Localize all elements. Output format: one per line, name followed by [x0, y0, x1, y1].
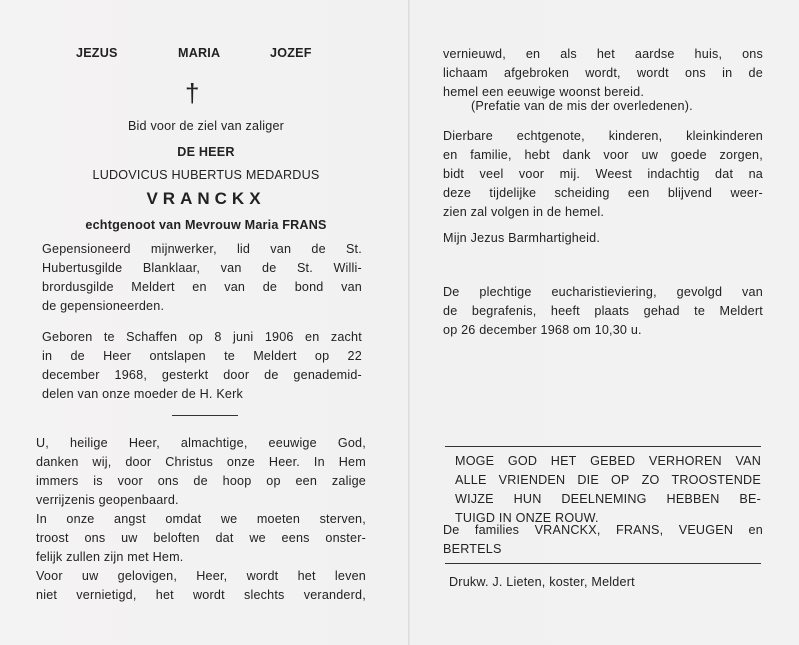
word: van — [341, 280, 362, 294]
header-name-jozef: JOZEF — [270, 46, 312, 60]
word: brordusgilde — [42, 280, 114, 294]
word: mijnwerker, — [150, 242, 217, 256]
continuation-line — [443, 64, 763, 83]
word: het — [297, 569, 316, 583]
word: gesterkt — [161, 368, 209, 382]
word: genademid- — [293, 368, 362, 382]
word: eeuwige — [268, 436, 317, 450]
word: Christus — [165, 455, 214, 469]
word: In — [36, 512, 47, 526]
family-message — [443, 127, 763, 222]
word: hebt — [524, 148, 550, 162]
word: Heer — [103, 349, 132, 363]
word: de — [193, 474, 208, 488]
word: gelovigen, — [117, 569, 178, 583]
thanks-top-rule — [445, 446, 761, 447]
preface-prayer — [36, 434, 366, 605]
word: In — [313, 455, 325, 469]
word: ons — [157, 474, 179, 488]
word: angst — [114, 512, 146, 526]
word: weer- — [730, 186, 763, 200]
word: heilige — [70, 436, 108, 450]
word: Willi- — [333, 261, 362, 275]
prayer-intro: Bid voor de ziel van zaliger — [127, 119, 285, 133]
word: veel — [479, 167, 504, 181]
printer-credit: Drukw. J. Lieten, koster, Meldert — [449, 575, 635, 589]
word: moeten — [256, 512, 301, 526]
word: in — [722, 66, 733, 80]
word: wordt — [246, 569, 279, 583]
prayer-line — [36, 529, 366, 548]
word: de — [262, 280, 278, 294]
word: en — [305, 330, 320, 344]
word: de — [70, 349, 85, 363]
word: ons — [84, 531, 106, 545]
word: echtgenote, — [516, 129, 585, 143]
families-signature — [443, 521, 763, 559]
word: almachtige, — [180, 436, 248, 450]
prayer-line — [36, 586, 366, 605]
word: voor — [518, 167, 545, 181]
word: GOD — [507, 454, 538, 468]
prayer-line: verrijzenis geopenbaard. — [36, 493, 179, 507]
word: Dierbare — [443, 129, 493, 143]
families-line — [443, 521, 763, 540]
word: van — [224, 280, 246, 294]
thanks-line — [455, 490, 761, 509]
family-line — [443, 165, 763, 184]
word: dank — [562, 148, 591, 162]
word: families — [474, 523, 520, 537]
word: Voor — [36, 569, 63, 583]
bio-line-4: de gepensioneerden. — [42, 299, 165, 313]
birth-death — [42, 328, 362, 404]
word: onze — [66, 512, 95, 526]
word: van — [220, 261, 242, 275]
word: wordt — [636, 66, 669, 80]
word: goede — [670, 148, 707, 162]
word: onze — [226, 455, 256, 469]
word: bidt — [443, 167, 465, 181]
word: sterven, — [319, 512, 366, 526]
word: plaats — [594, 304, 630, 318]
prayer-line — [36, 434, 366, 453]
word: zorgen, — [719, 148, 763, 162]
word: U, — [36, 436, 49, 450]
word: we — [220, 512, 238, 526]
word: familie, — [470, 148, 512, 162]
word: DEELNEMING — [561, 492, 647, 506]
thanks-line: TUIGD IN ONZE ROUW. — [455, 511, 599, 525]
word: lichaam — [443, 66, 488, 80]
word: op — [314, 349, 330, 363]
word: FRANS, — [615, 523, 664, 537]
word: voor — [117, 474, 143, 488]
cross-icon: † — [185, 78, 200, 108]
word: BE- — [739, 492, 761, 506]
continuation-line — [443, 45, 763, 64]
word: te — [103, 330, 115, 344]
prayer-line — [36, 453, 366, 472]
word: en — [748, 523, 763, 537]
word: vernietigd, — [76, 588, 137, 602]
birth-line-3 — [42, 366, 362, 385]
word: wordt — [193, 588, 225, 602]
word: uw — [81, 569, 99, 583]
birth-line-1 — [42, 328, 362, 347]
word: ontslapen — [149, 349, 206, 363]
word: 22 — [347, 349, 362, 363]
word: ons — [685, 66, 706, 80]
word: eucharistieviering, — [551, 285, 657, 299]
preface-source: (Prefatie van de mis der overledenen). — [471, 99, 693, 113]
word: huis, — [694, 47, 723, 61]
word: Heer. — [268, 455, 301, 469]
word: we — [249, 531, 266, 545]
word: beloften — [153, 531, 200, 545]
word: te — [224, 349, 235, 363]
word: deze — [443, 186, 472, 200]
word: HET — [550, 454, 577, 468]
word: DIE — [577, 473, 599, 487]
word: Hubertusgilde — [42, 261, 123, 275]
divider — [172, 415, 238, 416]
word: dat — [215, 531, 234, 545]
funeral-notice — [443, 283, 763, 340]
word: leven — [334, 569, 366, 583]
word: een — [627, 186, 650, 200]
word: de — [311, 242, 326, 256]
word: heeft — [550, 304, 580, 318]
word: ZO — [641, 473, 660, 487]
bio-line-2 — [42, 259, 362, 278]
word: dat — [715, 167, 734, 181]
spouse-line: echtgenoot van Mevrouw Maria FRANS — [85, 218, 327, 232]
funeral-line — [443, 302, 763, 321]
word: scheiding — [554, 186, 610, 200]
word: blijvend — [667, 186, 713, 200]
word: na — [748, 167, 763, 181]
thanks-message — [455, 452, 761, 528]
word: Meldert — [253, 349, 297, 363]
word: een — [295, 474, 318, 488]
word: slechts — [243, 588, 285, 602]
word: St. — [345, 242, 362, 256]
word: wordt, — [585, 66, 621, 80]
prayer-line — [36, 510, 366, 529]
word: de — [748, 66, 763, 80]
thanks-line — [455, 471, 761, 490]
word: kinderen, — [608, 129, 663, 143]
prayer-line — [36, 472, 366, 491]
word: Geboren — [42, 330, 93, 344]
word: VERHOREN — [648, 454, 722, 468]
word: december — [42, 368, 100, 382]
word: op — [266, 474, 281, 488]
family-line — [443, 127, 763, 146]
header-name-jezus: JEZUS — [76, 46, 118, 60]
family-line — [443, 184, 763, 203]
word: kleinkinderen — [686, 129, 763, 143]
word: te — [694, 304, 706, 318]
word: uw — [121, 531, 138, 545]
word: Heer, — [128, 436, 160, 450]
prayer-line: felijk zullen zijn met Hem. — [36, 550, 184, 564]
word: ons — [742, 47, 763, 61]
word: Meldert — [719, 304, 763, 318]
preface-continuation — [443, 45, 763, 102]
word: en — [192, 280, 207, 294]
word: de — [262, 261, 277, 275]
funeral-line: op 26 december 1968 om 10,30 u. — [443, 323, 642, 337]
prayer-line — [36, 567, 366, 586]
word: en — [525, 47, 541, 61]
word: VEUGEN — [678, 523, 734, 537]
word: bond — [294, 280, 324, 294]
word: De — [443, 523, 460, 537]
word: als — [560, 47, 577, 61]
word: door — [125, 455, 152, 469]
word: Schaffen — [126, 330, 178, 344]
word: 8 — [214, 330, 222, 344]
word: Heer, — [196, 569, 228, 583]
word: HEBBEN — [666, 492, 720, 506]
word: Blanklaar, — [142, 261, 201, 275]
word: God, — [337, 436, 366, 450]
biography — [42, 240, 362, 316]
family-line: zien zal volgen in de hemel. — [443, 205, 605, 219]
family-line — [443, 146, 763, 165]
word: troost — [36, 531, 69, 545]
closing-invocation: Mijn Jezus Barmhartigheid. — [443, 231, 601, 245]
word: zacht — [330, 330, 362, 344]
word: OP — [610, 473, 630, 487]
word: gehad — [643, 304, 680, 318]
word: vernieuwd, — [443, 47, 506, 61]
word: de — [264, 368, 279, 382]
word: HUN — [513, 492, 542, 506]
word: VRANCKX, — [534, 523, 601, 537]
word: gevolgd — [676, 285, 723, 299]
word: 1906 — [264, 330, 294, 344]
word: begrafenis, — [471, 304, 537, 318]
bio-line-3 — [42, 278, 362, 297]
word: van — [742, 285, 763, 299]
given-names: LUDOVICUS HUBERTUS MEDARDUS — [92, 168, 320, 182]
word: van — [270, 242, 292, 256]
header-name-maria: MARIA — [178, 46, 221, 60]
word: voor — [603, 148, 629, 162]
word: het — [155, 588, 174, 602]
title: DE HEER — [177, 145, 235, 159]
word: ALLE — [455, 473, 487, 487]
word: omdat — [165, 512, 202, 526]
word: Hem — [338, 455, 366, 469]
word: tijdelijke — [489, 186, 537, 200]
word: afgebroken — [504, 66, 570, 80]
word: VRIENDEN — [498, 473, 566, 487]
word: in — [42, 349, 53, 363]
word: danken — [36, 455, 79, 469]
continuation-line: hemel een eeuwige woonst bereid. — [443, 85, 645, 99]
word: op — [188, 330, 204, 344]
word: en — [443, 148, 458, 162]
word: Gepensioneerd — [42, 242, 131, 256]
word: is — [93, 474, 103, 488]
word: lid — [236, 242, 251, 256]
word: MOGE — [455, 454, 495, 468]
word: Meldert — [131, 280, 175, 294]
card-fold — [408, 0, 410, 645]
word: door — [223, 368, 250, 382]
word: veranderd, — [303, 588, 366, 602]
thanks-line — [455, 452, 761, 471]
word: hoop — [222, 474, 252, 488]
bio-line-1 — [42, 240, 362, 259]
birth-line-4: delen van onze moeder de H. Kerk — [42, 387, 244, 401]
word: eens — [281, 531, 310, 545]
word: immers — [36, 474, 79, 488]
word: aardse — [634, 47, 675, 61]
word: indachtig — [647, 167, 700, 181]
word: uw — [641, 148, 658, 162]
birth-line-2 — [42, 347, 362, 366]
funeral-line — [443, 283, 763, 302]
word: plechtige — [479, 285, 532, 299]
surname: VRANCKX — [146, 189, 266, 208]
word: onster- — [325, 531, 366, 545]
families-line: BERTELS — [443, 542, 502, 556]
printer-rule — [445, 563, 761, 564]
word: het — [596, 47, 615, 61]
word: TROOSTENDE — [671, 473, 761, 487]
word: GEBED — [590, 454, 636, 468]
word: 1968, — [114, 368, 148, 382]
word: juni — [233, 330, 254, 344]
word: zalige — [331, 474, 366, 488]
word: VAN — [735, 454, 761, 468]
word: de — [443, 304, 458, 318]
word: niet — [36, 588, 58, 602]
word: St. — [296, 261, 313, 275]
word: wij, — [92, 455, 112, 469]
word: Weest — [595, 167, 632, 181]
word: mij. — [559, 167, 581, 181]
word: WIJZE — [455, 492, 494, 506]
word: De — [443, 285, 460, 299]
